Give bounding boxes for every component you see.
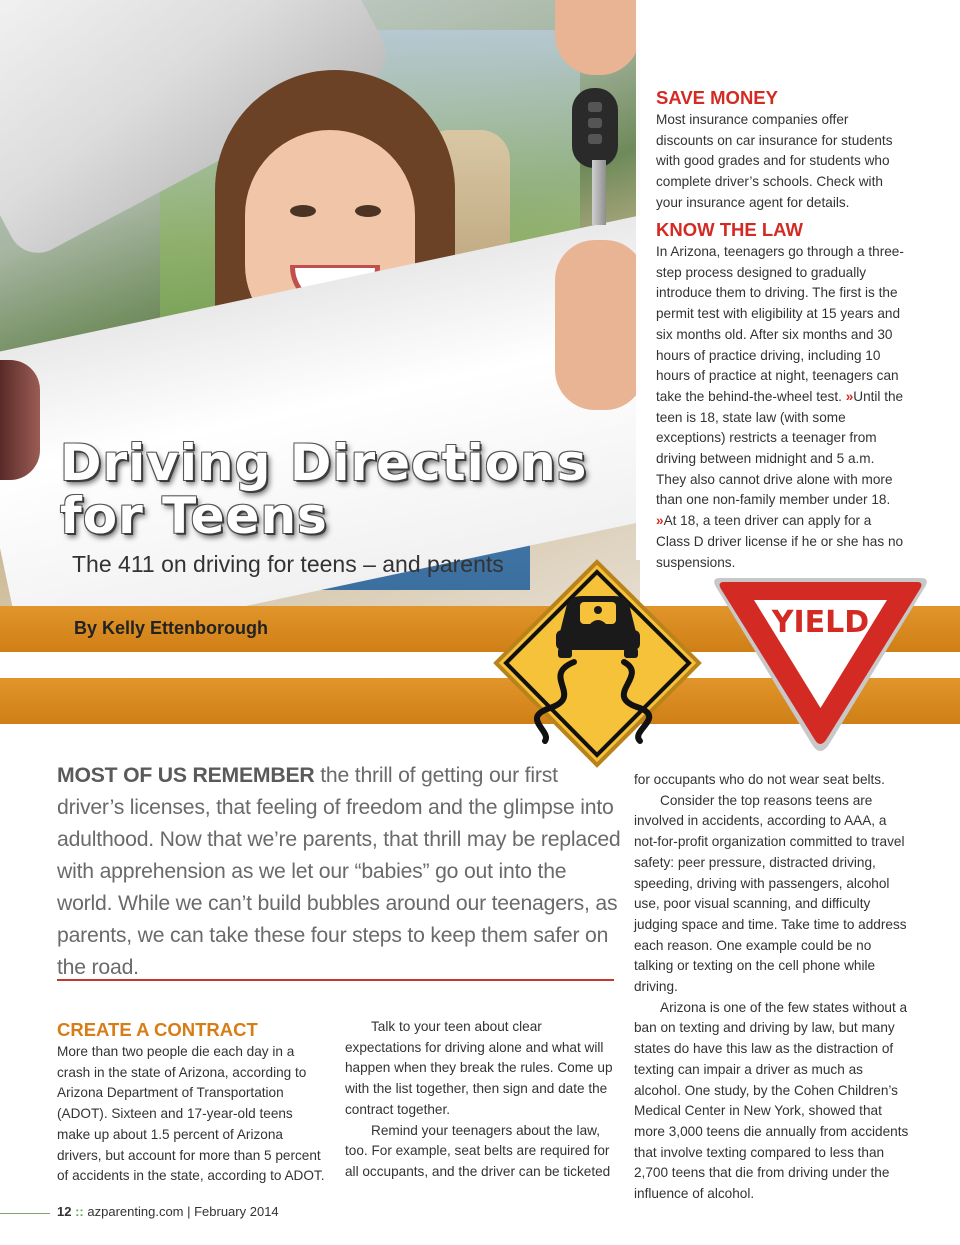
page-number: 12 [57, 1204, 72, 1219]
create-contract-heading: CREATE A CONTRACT [57, 1019, 258, 1040]
column-3-paragraph-1: for occupants who do not wear seat belts. [634, 772, 885, 787]
divider [57, 979, 614, 981]
lead-text: the thrill of getting our first driver’s licenses, that feeling of freedom and the glimpse into adulthood. Now that we’re parents, that thrill may be replaced with apprehension as we let our “babies” go out into the world. While we can’t build bubbles around our teenagers, as parents, we can take these four steps to keep them safer on the road. [57, 764, 621, 979]
car-key-icon [572, 88, 618, 168]
save-money-heading: SAVE MONEY [656, 87, 778, 108]
left-eye [290, 205, 316, 217]
yield-sign-icon [708, 570, 933, 755]
key-blade [592, 160, 606, 225]
subtitle: The 411 on driving for teens – and parents [72, 551, 504, 577]
know-law-text-2: Until the teen is 18, state law (with some exceptions) restricts a teenager from driving between midnight and 5 a.m. They also cannot drive alone with more than one non-family member under 18. [656, 388, 904, 508]
save-money-text: Most insurance companies offer discounts on car insurance for students with good grades and for students who complete driver’s schools. Check with your insurance agent for details. [656, 112, 893, 210]
column-2-paragraph-1: Talk to your teen about clear expectations for driving alone and what will happen when they break the rules. Come up with the list together, then sign and date the contract together. [345, 1019, 613, 1117]
right-eye [355, 205, 381, 217]
column-3-paragraph-3: Arizona is one of the few states without a ban on texting and driving by law, but many states do have this law as the distraction of texting can impair a driver as much as alcohol. One study, by the Cohen Children’s Medical Center in New York, showed that more 3,000 teens die annually from accidents that involve texting compared to less than 2,700 teens that die from driving under the influence of alcohol. [634, 999, 909, 1202]
footer [57, 1204, 279, 1219]
title-line-2: for Teens [60, 487, 328, 545]
lead-bold: MOST OF US REMEMBER [57, 764, 315, 787]
footer-site-date: azparenting.com | February 2014 [87, 1204, 279, 1219]
footer-separator: :: [75, 1204, 84, 1219]
lead-paragraph [57, 760, 622, 984]
column-2-paragraph-2: Remind your teenagers about the law, too. For example, seat belts are required for all occupants, and the driver can be ticketed [345, 1122, 611, 1179]
title-line-1: Driving Directions [60, 434, 588, 492]
footer-rule [0, 1213, 50, 1214]
byline: By Kelly Ettenborough [74, 618, 269, 638]
know-law-text-3: At 18, a teen driver can apply for a Class D driver license if he or she has no suspensions. [656, 513, 904, 570]
red-quote-marker: » [845, 388, 854, 404]
column-2 [345, 1017, 617, 1183]
column-1-text: More than two people die each day in a crash in the state of Arizona, according to Arizona Department of Transportation (ADOT). Sixteen and 17-year-old teens make up about 1.5 percent of Arizona drivers, but account for more than 5 percent of accidents in the state, according to ADOT. [57, 1044, 325, 1184]
yield-text: YIELD [771, 605, 870, 640]
column-3-paragraph-2: Consider the top reasons teens are involved in accidents, according to AAA, a not-for-profit organization committed to travel safety: peer pressure, distracted driving, speeding, driving with passengers, alcohol use, poor visual scanning, and difficulty judging space and time. Take time to address each reason. One example could be no talking or texting on the cell phone while driving. [634, 792, 907, 995]
side-mirror [0, 360, 40, 480]
parent-hand [555, 0, 640, 75]
know-the-law-heading: KNOW THE LAW [656, 219, 803, 240]
know-law-text-1: In Arizona, teenagers go through a three-step process designed to gradually introduce them to driving. The first is the permit test with eligibility at 15 years and six months old. After six months and 30 hours of practice driving, including 10 hours of practice at night, teenagers can take the behind-the-wheel test. [656, 244, 904, 404]
know-the-law-text [656, 242, 906, 573]
page-title [60, 434, 620, 545]
slippery-road-sign-icon [490, 556, 705, 771]
red-quote-marker: » [656, 513, 664, 529]
column-3 [634, 770, 909, 1205]
girl-arm [555, 240, 640, 410]
